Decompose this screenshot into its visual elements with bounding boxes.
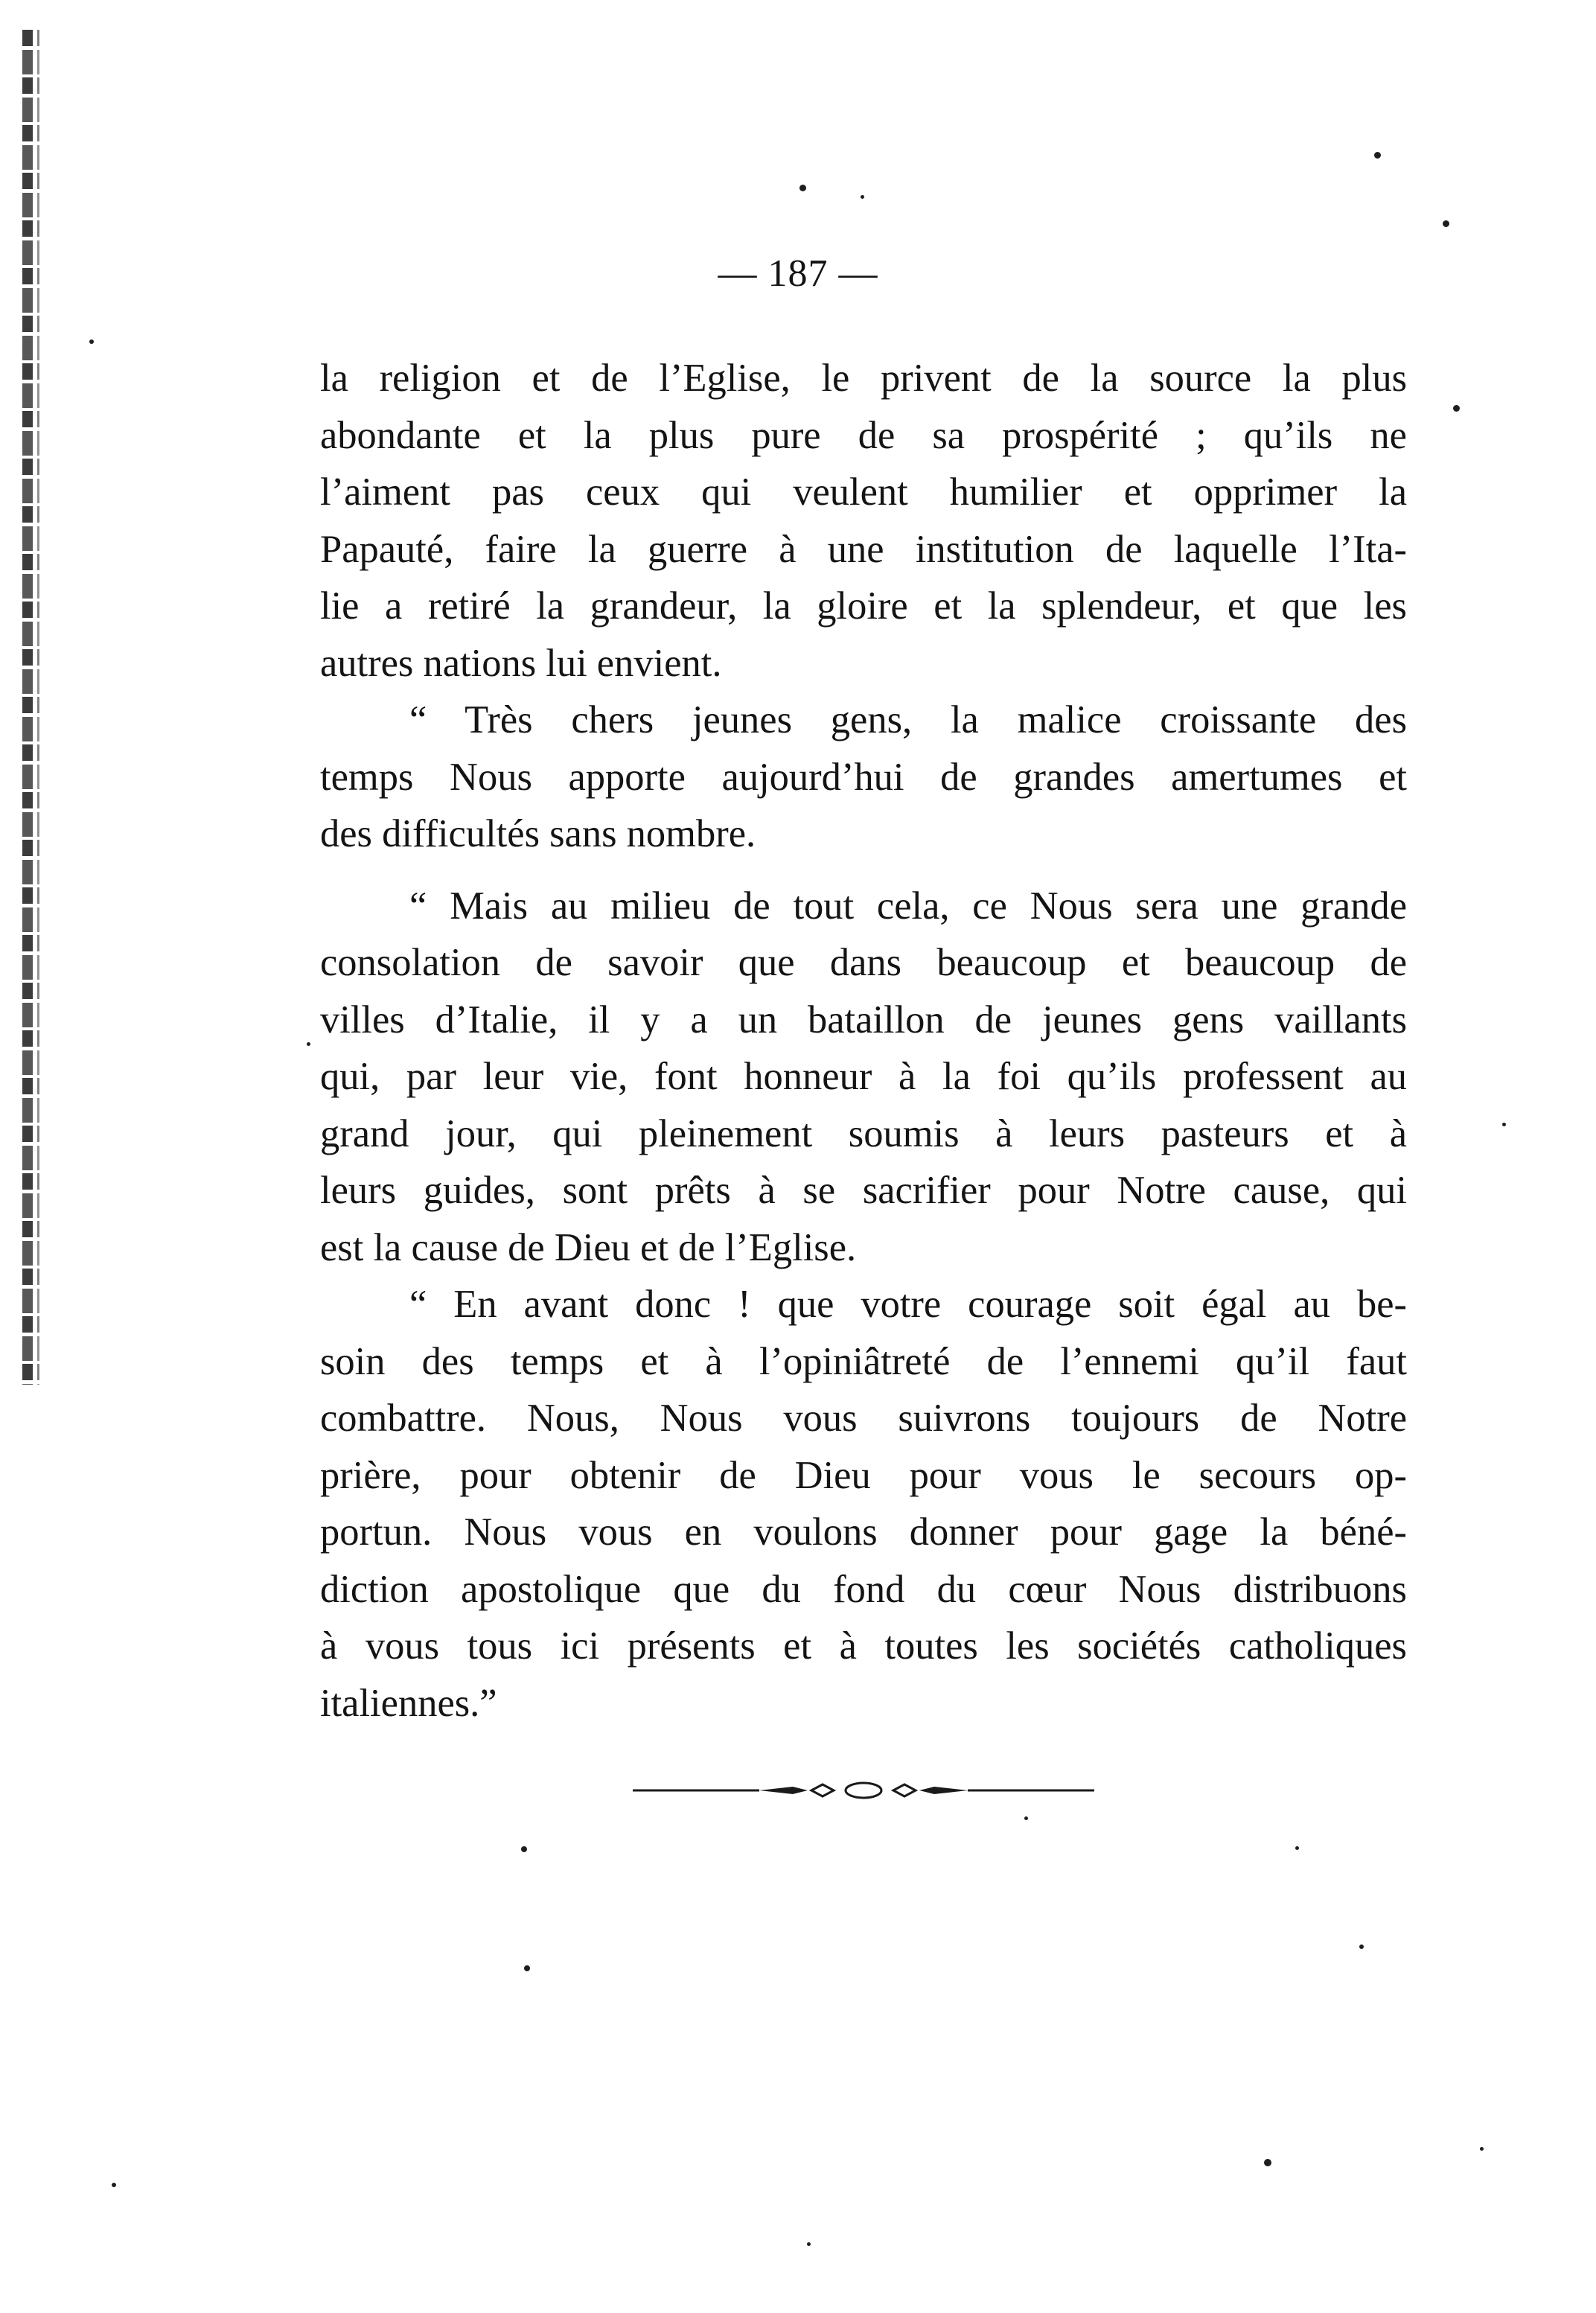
text-line: prière, pour obtenir de Dieu pour vous le secours op- xyxy=(320,1453,1407,1497)
scan-speck xyxy=(807,2242,811,2246)
binding-edge xyxy=(22,30,33,1385)
text-line: “ Mais au milieu de tout cela, ce Nous sera une grande xyxy=(409,884,1407,928)
scan-speck xyxy=(1453,405,1460,412)
scan-speck xyxy=(1295,1846,1299,1850)
text-line: villes d’Italie, il y a un bataillon de jeunes gens vaillants xyxy=(320,998,1407,1041)
text-line: à vous tous ici présents et à toutes les sociétés catholiques xyxy=(320,1624,1407,1668)
text-line: l’aiment pas ceux qui veulent humilier et opprimer la xyxy=(320,470,1407,514)
page-number: — 187 — xyxy=(718,252,878,295)
text-line: Papauté, faire la guerre à une institution de laquelle l’Ita- xyxy=(320,527,1407,571)
scan-speck xyxy=(1502,1123,1506,1126)
scan-speck xyxy=(1443,220,1449,227)
text-line: consolation de savoir que dans beaucoup et beaucoup de xyxy=(320,941,1407,984)
text-line: italiennes.” xyxy=(320,1681,497,1725)
scan-speck xyxy=(861,195,864,199)
text-line: temps Nous apporte aujourd’hui de grandes amertumes et xyxy=(320,755,1407,799)
text-line: leurs guides, sont prêts à se sacrifier pour Notre cause, qui xyxy=(320,1169,1407,1212)
ornamental-divider xyxy=(633,1776,1094,1805)
text-line: des difficultés sans nombre. xyxy=(320,812,756,855)
text-line: “ Très chers jeunes gens, la malice croissante des xyxy=(409,698,1407,741)
scan-speck xyxy=(1480,2147,1484,2151)
text-line: qui, par leur vie, font honneur à la foi qu’ils professent au xyxy=(320,1055,1407,1098)
text-line: “ En avant donc ! que votre courage soit égal au be- xyxy=(409,1283,1407,1326)
text-line: diction apostolique que du fond du cœur Nous distribuons xyxy=(320,1567,1407,1611)
body-text xyxy=(320,350,1407,1732)
text-line: portun. Nous vous en voulons donner pour gage la béné- xyxy=(320,1510,1407,1554)
scan-speck xyxy=(1024,1816,1028,1820)
text-line: autres nations lui envient. xyxy=(320,641,722,685)
scan-speck xyxy=(521,1846,527,1852)
text-line: soin des temps et à l’opiniâtreté de l’ennemi qu’il faut xyxy=(320,1339,1407,1383)
scan-speck xyxy=(799,185,806,191)
scan-speck xyxy=(307,1042,310,1046)
scan-speck xyxy=(1374,152,1381,159)
text-line: combattre. Nous, Nous vous suivrons toujours de Notre xyxy=(320,1397,1407,1440)
scan-speck xyxy=(1264,2159,1271,2166)
text-line: grand jour, qui pleinement soumis à leurs pasteurs et à xyxy=(320,1111,1407,1155)
text-line: la religion et de l’Eglise, le privent de la source la plus xyxy=(320,357,1407,400)
scan-speck xyxy=(89,339,94,344)
binding-edge-shadow xyxy=(37,30,39,1385)
text-line: abondante et la plus pure de sa prospérité ; qu’ils ne xyxy=(320,413,1407,457)
scan-speck xyxy=(1359,1944,1364,1949)
scan-speck xyxy=(524,1965,530,1971)
text-line: lie a retiré la grandeur, la gloire et la splendeur, et que les xyxy=(320,584,1407,628)
text-line: est la cause de Dieu et de l’Eglise. xyxy=(320,1225,857,1269)
scan-speck xyxy=(112,2183,116,2187)
